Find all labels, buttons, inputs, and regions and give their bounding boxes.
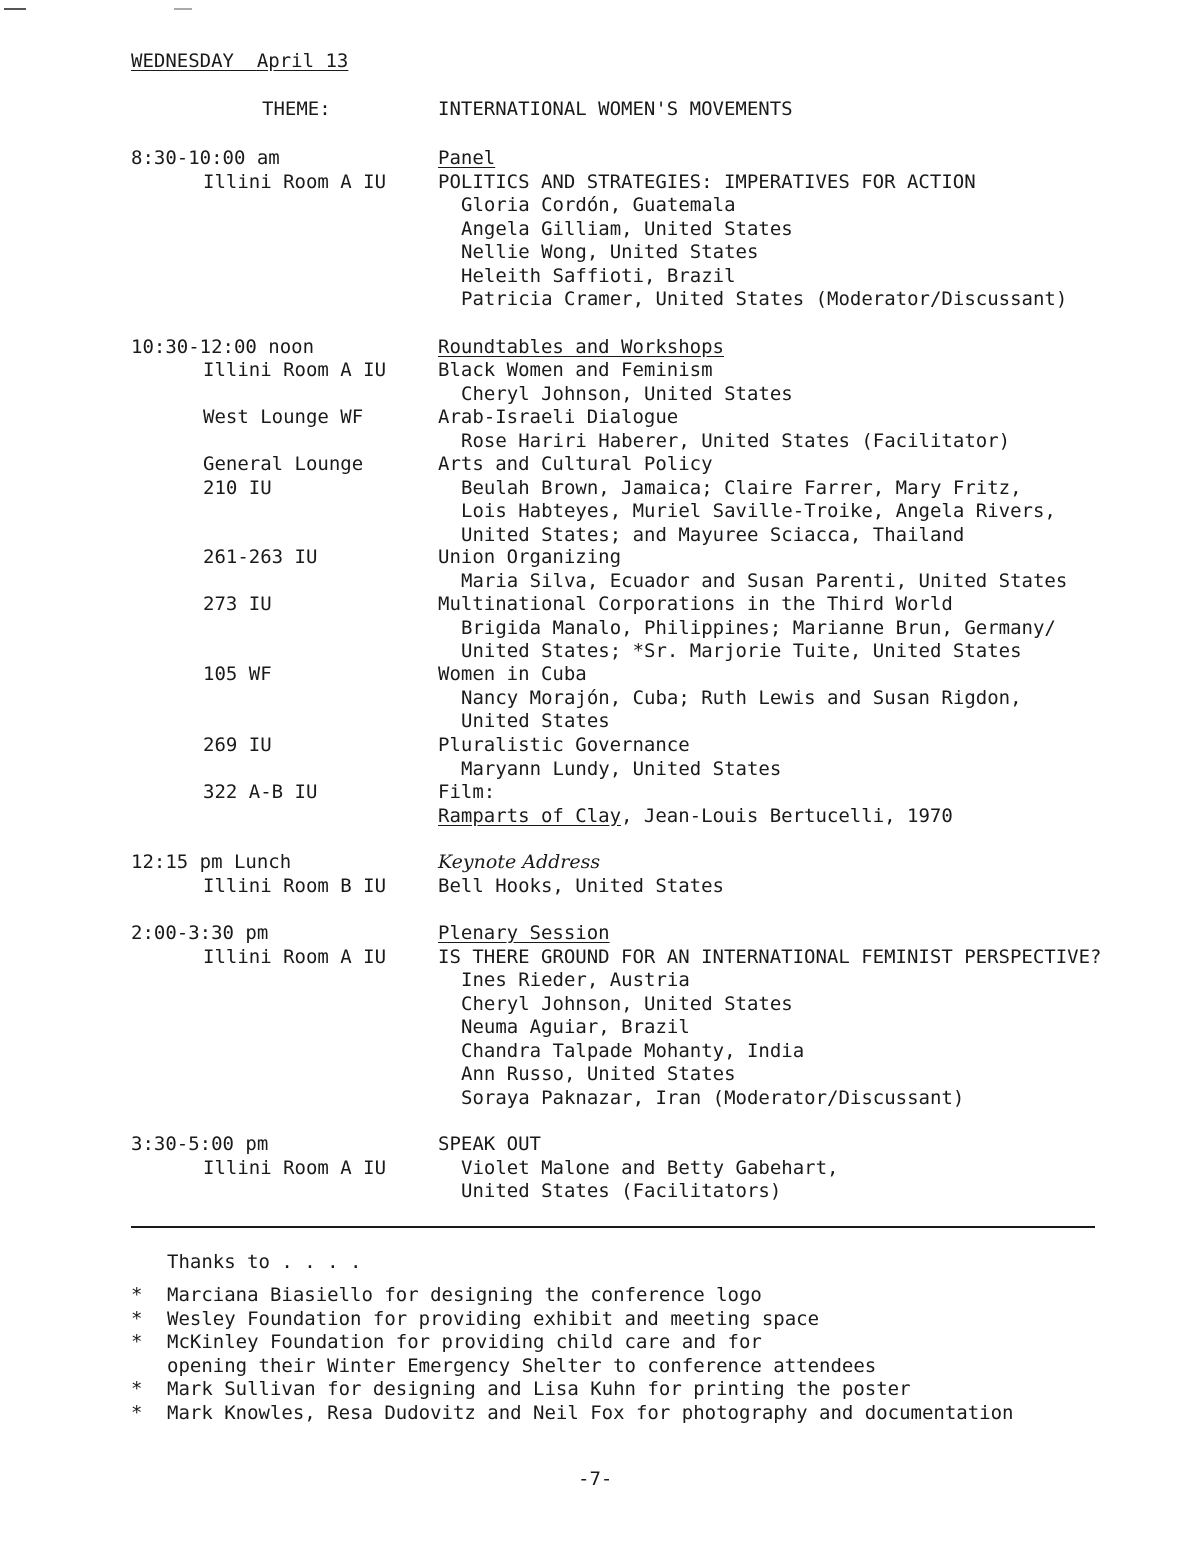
workshop-detail: Brigida Manalo, Philippines; Marianne Brun, Germany/ <box>461 616 1056 639</box>
speaker: Ines Rieder, Austria <box>461 969 690 991</box>
panel-content <box>438 147 1067 312</box>
page-number: -7- <box>578 1468 613 1490</box>
bullet: * <box>131 1331 143 1353</box>
page-date-heading <box>131 50 348 74</box>
workshop-detail: Rose Hariri Haberer, United States (Facilitator) <box>461 429 1011 452</box>
workshop-detail: Lois Habteyes, Muriel Saville-Troike, Angela Rivers, <box>461 500 1056 522</box>
room: 105 WF <box>203 663 272 685</box>
bullet: * <box>131 1401 143 1424</box>
workshop <box>438 453 1056 547</box>
room: 261-263 IU <box>203 546 318 568</box>
session-type: SPEAK OUT <box>438 1133 541 1155</box>
room: 269 IU <box>203 734 272 756</box>
workshop <box>438 406 1010 453</box>
session-type: Roundtables and Workshops <box>438 336 724 358</box>
film-title: Ramparts of Clay <box>438 804 622 827</box>
thanks-item: Mark Sullivan for designing and Lisa Kuhn for printing the poster <box>167 1378 911 1400</box>
session-room: Illini Room A IU <box>203 170 387 193</box>
workshop <box>438 546 1067 593</box>
workshop-detail: Maria Silva, Ecuador and Susan Parenti, United States <box>461 569 1068 592</box>
bullet: * <box>131 1284 143 1306</box>
panel-time <box>131 147 386 194</box>
speaker: Ann Russo, United States <box>461 1063 736 1085</box>
room: 322 A-B IU <box>203 781 318 803</box>
speaker: Nellie Wong, United States <box>461 241 759 263</box>
session-room: Illini Room A IU <box>203 1156 387 1179</box>
workshop-detail: United States; and Mayuree Sciacca, Thailand <box>461 523 965 546</box>
session-time: 2:00-3:30 pm <box>131 922 269 944</box>
scan-mark <box>174 8 192 10</box>
workshop-detail: United States <box>461 710 610 732</box>
thanks-heading: Thanks to . . . . <box>167 1251 362 1273</box>
room: Illini Room A IU <box>203 359 387 381</box>
workshop-title: Women in Cuba <box>438 663 587 685</box>
workshop-title: Union Organizing <box>438 546 622 568</box>
workshop-title: Black Women and Feminism <box>438 359 713 381</box>
speaker: Chandra Talpade Mohanty, India <box>461 1039 805 1062</box>
bullet: * <box>131 1378 143 1400</box>
session-type: Panel <box>438 147 496 169</box>
bullet: * <box>131 1307 143 1330</box>
room-line: 210 IU <box>203 476 272 499</box>
thanks-bullets <box>131 1284 142 1425</box>
thanks-item: Marciana Biasiello for designing the conference logo <box>167 1284 762 1306</box>
workshop-title: Arts and Cultural Policy <box>438 453 713 475</box>
workshop-detail: United States; *Sr. Marjorie Tuite, United States <box>461 640 1022 662</box>
workshop <box>438 781 953 828</box>
facilitator: United States (Facilitators) <box>461 1180 782 1202</box>
keynote-speaker: Bell Hooks, United States <box>438 874 724 897</box>
keynote-label: Keynote Address <box>438 851 601 873</box>
session-type: Plenary Session <box>438 922 610 944</box>
session-time: 12:15 pm Lunch <box>131 851 292 873</box>
speaker: Neuma Aguiar, Brazil <box>461 1016 690 1038</box>
theme-value: INTERNATIONAL WOMEN'S MOVEMENTS <box>438 98 793 120</box>
date-label: April 13 <box>256 50 349 72</box>
workshop-title: Multinational Corporations in the Third World <box>438 593 953 615</box>
speaker: Angela Gilliam, United States <box>461 217 793 240</box>
plenary-time <box>131 922 386 969</box>
speaker: Cheryl Johnson, United States <box>461 992 793 1015</box>
speaker: Heleith Saffioti, Brazil <box>461 264 736 287</box>
room: 273 IU <box>203 593 272 615</box>
lunch-content <box>438 851 724 898</box>
theme-label: THEME: <box>262 98 331 120</box>
workshop-detail: Nancy Morajón, Cuba; Ruth Lewis and Susan Rigdon, <box>461 686 1022 709</box>
workshop-detail: Maryann Lundy, United States <box>461 757 782 780</box>
workshop-title: Film: <box>438 781 496 803</box>
speaker: Soraya Paknazar, Iran (Moderator/Discussant) <box>461 1086 965 1109</box>
lunch-time <box>131 851 386 898</box>
workshop-title: Pluralistic Governance <box>438 734 690 756</box>
workshop-title: Arab-Israeli Dialogue <box>438 406 679 428</box>
day-label: WEDNESDAY <box>131 50 234 72</box>
session-room: Illini Room A IU <box>203 945 387 968</box>
thanks-item: Mark Knowles, Resa Dudovitz and Neil Fox for photography and documentation <box>167 1401 1014 1424</box>
scan-mark <box>4 8 26 10</box>
workshop-detail: Beulah Brown, Jamaica; Claire Farrer, Mary Fritz, <box>461 476 1022 499</box>
plenary-content <box>438 922 1101 1110</box>
room-line: General Lounge <box>203 453 364 475</box>
thanks-item: Wesley Foundation for providing exhibit and meeting space <box>167 1307 820 1330</box>
speaker: Patricia Cramer, United States (Moderator/Discussant) <box>461 288 1068 310</box>
workshop <box>438 359 793 406</box>
divider <box>131 1226 1095 1228</box>
session-time: 8:30-10:00 am <box>131 147 280 169</box>
speakout-time <box>131 1133 386 1180</box>
facilitator: Violet Malone and Betty Gabehart, <box>461 1156 839 1179</box>
speakout-content <box>438 1133 839 1204</box>
workshop-detail: Cheryl Johnson, United States <box>461 382 793 405</box>
session-title: POLITICS AND STRATEGIES: IMPERATIVES FOR ACTION <box>438 170 976 193</box>
speaker: Gloria Cordón, Guatemala <box>461 194 736 216</box>
roundtables-time: 10:30-12:00 noon <box>131 336 315 358</box>
thanks-item-continued: opening their Winter Emergency Shelter to conference attendees <box>167 1354 877 1377</box>
thanks-item: McKinley Foundation for providing child care and for <box>167 1331 762 1353</box>
session-time: 3:30-5:00 pm <box>131 1133 269 1155</box>
session-title: IS THERE GROUND FOR AN INTERNATIONAL FEMINIST PERSPECTIVE? <box>438 945 1102 968</box>
session-room: Illini Room B IU <box>203 874 387 897</box>
workshop <box>438 663 1022 734</box>
room: West Lounge WF <box>203 406 364 428</box>
room <box>203 453 363 500</box>
thanks-list <box>167 1284 1013 1425</box>
workshop <box>438 734 781 781</box>
workshop <box>438 593 1056 664</box>
film-credit: , Jean-Louis Bertucelli, 1970 <box>621 804 953 827</box>
